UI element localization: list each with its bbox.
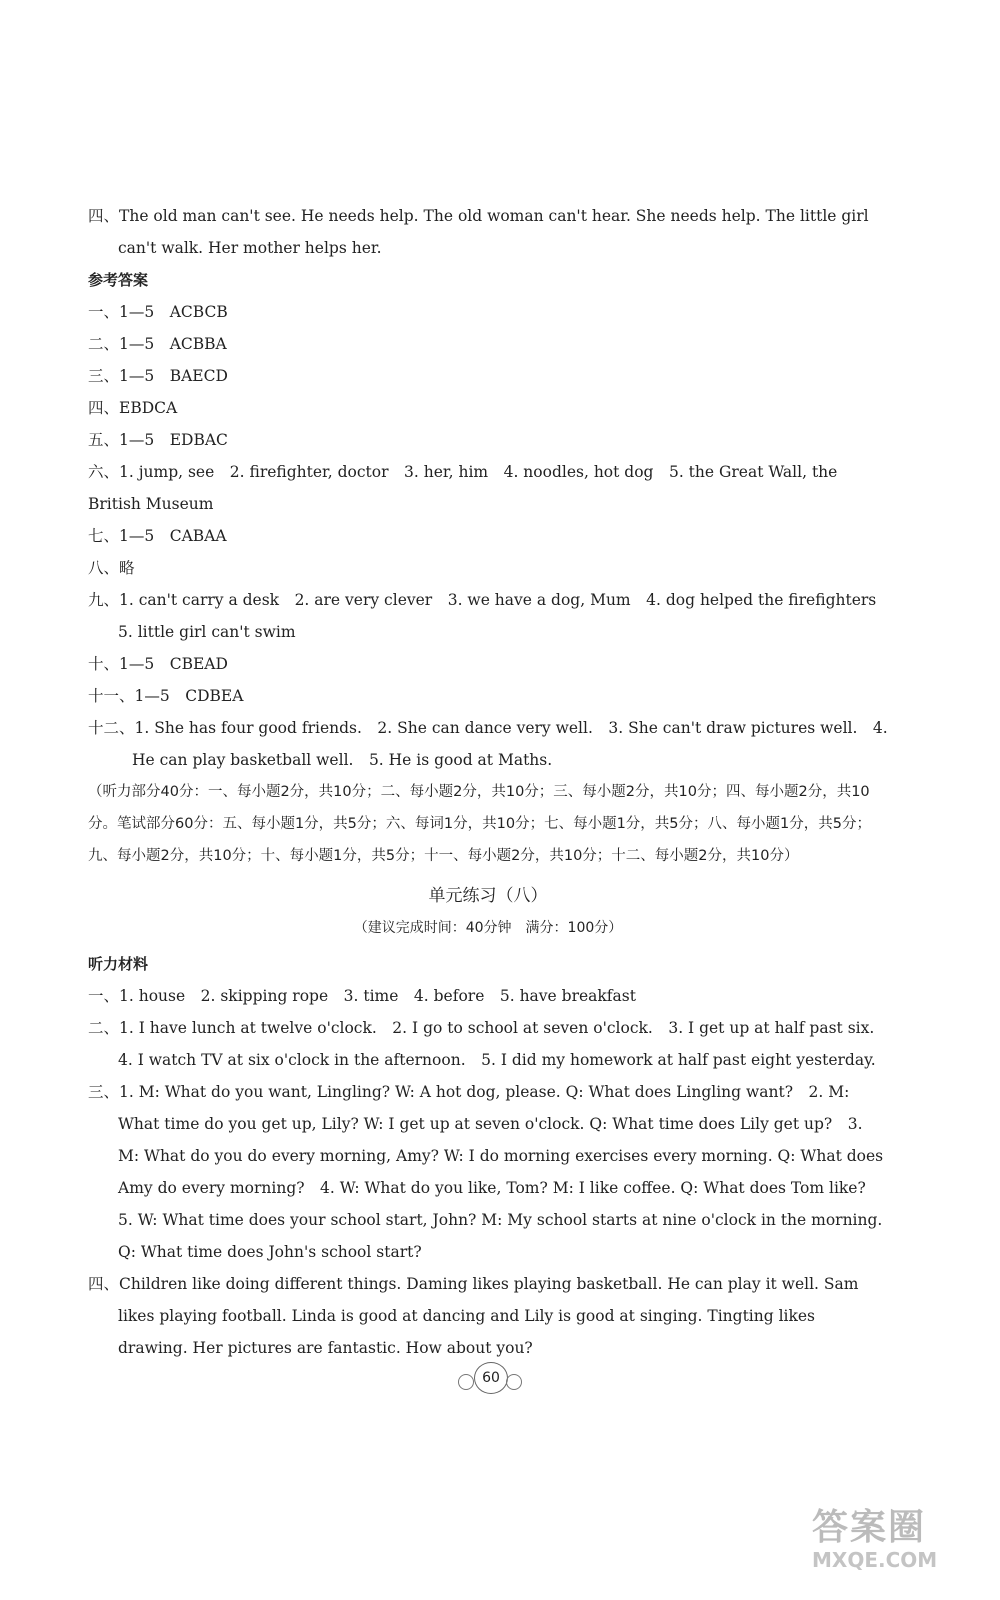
page-number-badge [458,1362,522,1392]
listening-line: 一、1. house 2. skipping rope 3. time 4. before 5. have breakfast [88,987,636,1005]
answer-line: 十二、1. She has four good friends. 2. She can dance very well. 3. She can't draw pictures well. 4. He can play basketball well. 5. He is good at Maths. [88,719,888,769]
answer-line: 三、1—5 BAECD [88,367,228,385]
answer-line: 二、1—5 ACBBA [88,335,227,353]
answer-line: 八、略 [88,559,135,577]
unit-subtitle: （建议完成时间：40分钟 满分：100分） [353,920,623,936]
listening-heading: 听力材料 [88,955,149,973]
answer-line: 五、1—5 EDBAC [88,431,228,449]
answer-line: 九、1. can't carry a desk 2. are very clever 3. we have a dog, Mum 4. dog helped the firefighters 5. little girl can't swim [88,591,892,641]
answer-line: 十、1—5 CBEAD [88,655,228,673]
watermark-cn: 答案圈 [812,1507,927,1548]
page-number: 60 [474,1362,508,1394]
answer-line: 六、1. jump, see 2. firefighter, doctor 3. her, him 4. noodles, hot dog 5. the Great Wall, the British Museum [88,463,838,513]
watermark-en: MXQE.COM [812,1548,938,1572]
answer-line: 七、1—5 CABAA [88,527,227,545]
decor-circle-icon [506,1374,522,1390]
watermark [812,1508,972,1578]
listening-section-four-previous: 四、The old man can't see. He needs help. The old woman can't hear. She needs help. The little girl can't walk. Her mother helps her. [88,207,869,257]
listening-line: 三、1. M: What do you want, Lingling? W: A hot dog, please. Q: What does Lingling want? 2. M: What time do you get up, Lily? W: I get up at seven o'clock. Q: What time does Lily get up? 3. M: What do you do every morning, Amy? W: I do morning exercises every morning. Q: What does Amy do every morning? 4. W: What do you like, Tom? M: I like coffee. Q: What does Tom like? 5. W: What time does your school start, John? M: My school starts at nine o'clock in the morning. Q: What time does John's school start? [88,1083,884,1261]
unit-title: 单元练习（八） [428,886,548,906]
decor-circle-icon [458,1374,474,1390]
answer-line: 十一、1—5 CDBEA [88,687,244,705]
answer-line: 四、EBDCA [88,399,178,417]
listening-line: 四、Children like doing different things. Daming likes playing basketball. He can play it well. Sam likes playing football. Linda is good at dancing and Lily is good at singing. Tingting likes drawing. Her pictures are fantastic. How about you? [88,1275,859,1357]
answers-heading: 参考答案 [88,271,149,289]
answer-line: 一、1—5 ACBCB [88,303,228,321]
page-content [88,200,892,1364]
listening-line: 二、1. I have lunch at twelve o'clock. 2. I go to school at seven o'clock. 3. I get up at half past six. 4. I watch TV at six o'clock in the afternoon. 5. I did my homework at half past eight yesterday. [88,1019,890,1069]
score-note: （听力部分40分：一、每小题2分，共10分；二、每小题2分，共10分；三、每小题2分，共10分；四、每小题2分，共10分。笔试部分60分：五、每小题1分，共5分；六、每词1分，共10分；七、每小题1分，共5分；八、每小题1分，共5分；九、每小题2分，共10分；十、每小题1分，共5分；十一、每小题2分，共10分；十二、每小题2分，共10分） [88,784,871,864]
